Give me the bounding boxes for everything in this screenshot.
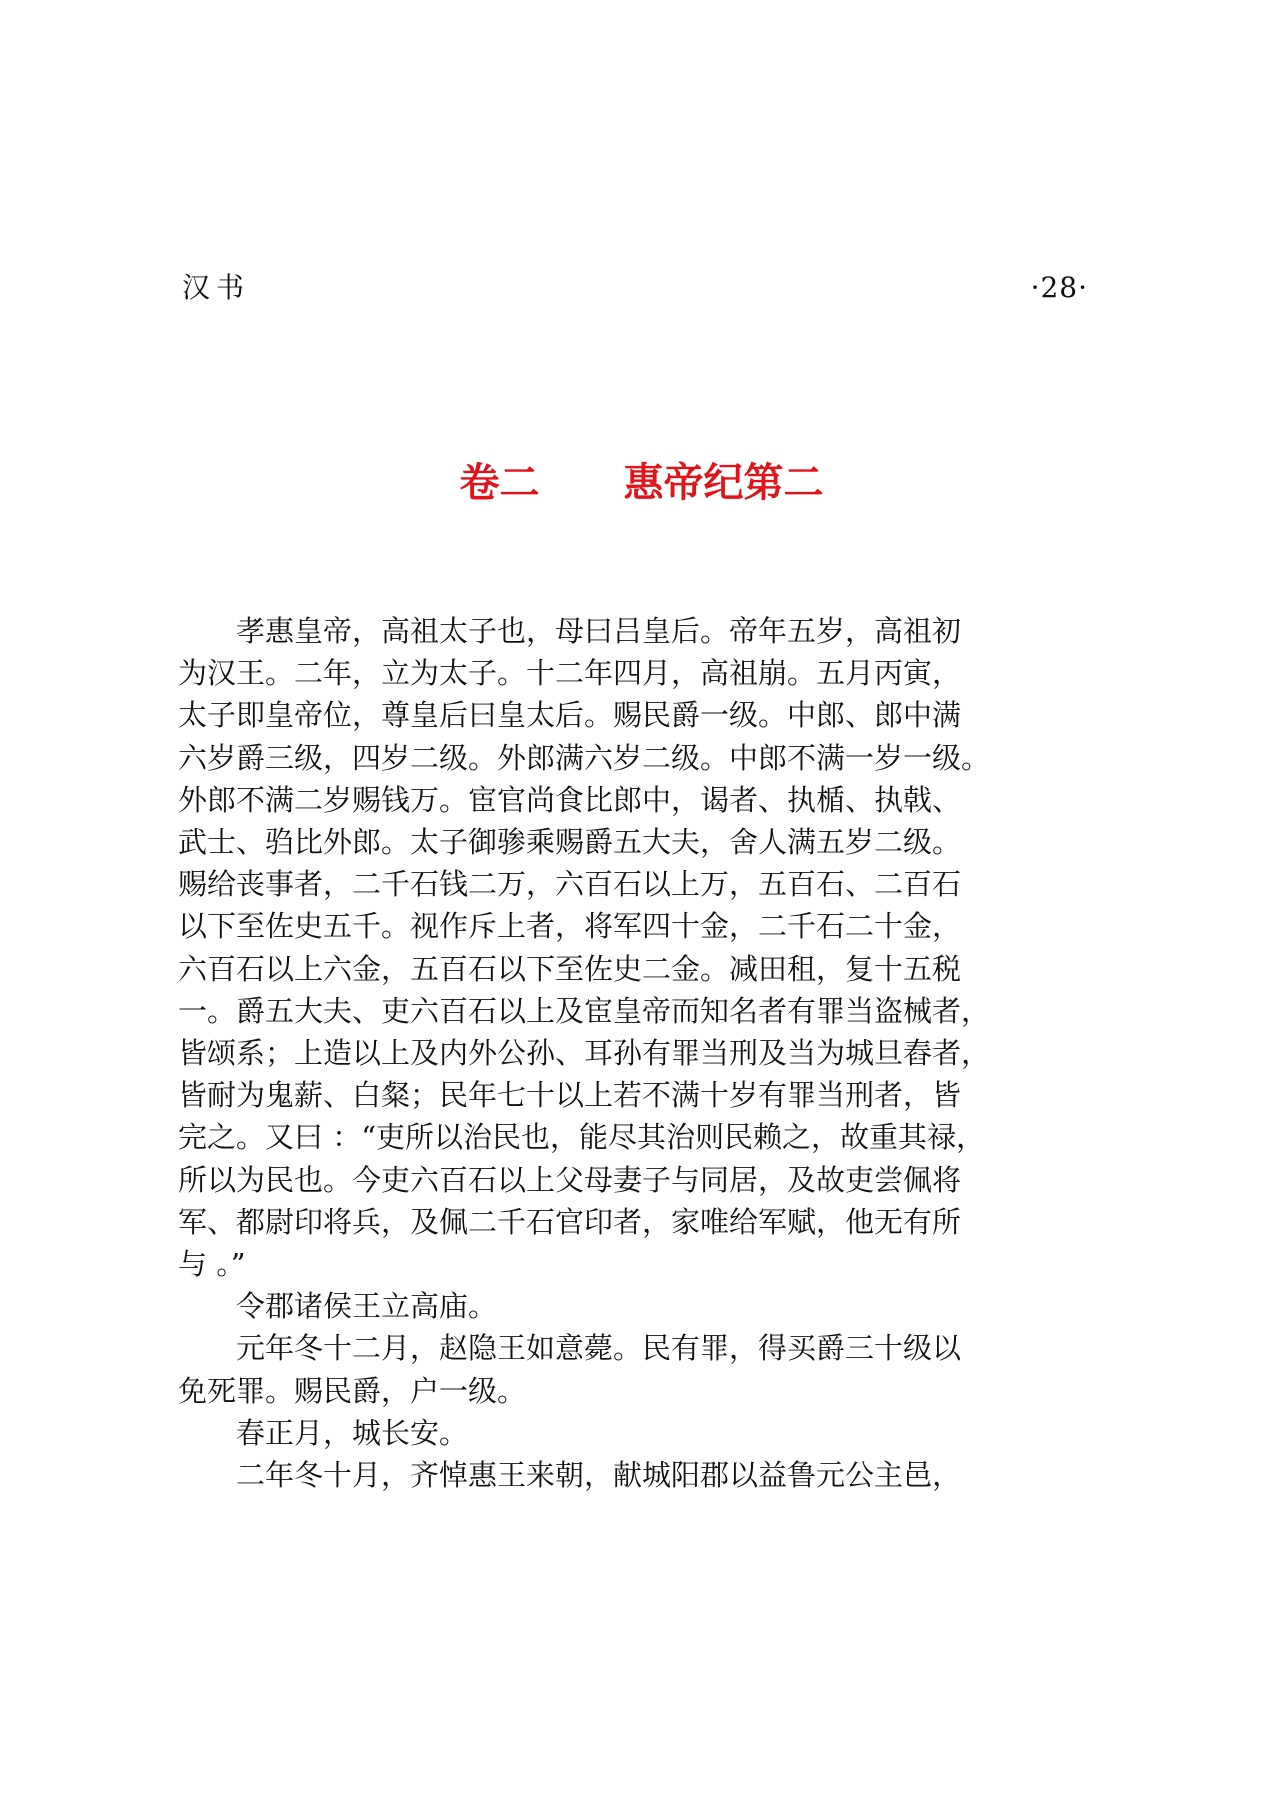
paragraph: 春正月，城长安。 [178, 1415, 469, 1450]
body-text [178, 610, 1078, 1496]
paragraph: 元年冬十二月，赵隐王如意薨。民有罪，得买爵三十级以 免死罪。赐民爵，户一级。 [178, 1331, 962, 1408]
chapter-title: 惠帝纪第二 [623, 460, 824, 506]
running-header [182, 268, 1088, 308]
book-title: 汉书 [182, 271, 251, 304]
paragraph: 二年冬十月，齐悼惠王来朝，献城阳郡以益鲁元公主邑， [178, 1458, 962, 1493]
paragraph: 孝惠皇帝，高祖太子也，母曰吕皇后。帝年五岁，高祖初 为汉王。二年，立为太子。十二年四月，高祖崩。五月丙寅， 太子即皇帝位，尊皇后曰皇太后。赐民爵一级。中郎、郎中满 六岁爵三级，四岁二级。外郎满六岁二级。中郎不满一岁一级。 外郎不满二岁赐钱万。宦官尚食比郎中，谒者、执楯、执戟、 武士、驺比外郎。太子御骖乘赐爵五大夫，舍人满五岁二级。 赐给丧事者，二千石钱二万，六百石以上万，五百石、二百石 以下至佐史五千。视作斥上者，将军四十金，二千石二十金， 六百石以上六金，五百石以下至佐史二金。减田租，复十五税 一。爵五大夫、吏六百石以上及宦皇帝而知名者有罪当盗械者， 皆颂系；上造以上及内外公孙、耳孙有罪当刑及当为城旦舂者， 皆耐为鬼薪、白粲；民年七十以上若不满十岁有罪当刑者，皆 完之。又曰 ：“吏所以治民也，能尽其治则民赖之，故重其禄， 所以为民也。今吏六百石以上父母妻子与同居，及故吏尝佩将 军、都尉印将兵，及佩二千石官印者，家唯给军赋，他无有所 与 。” [178, 614, 991, 1282]
volume-label: 卷二 [459, 460, 540, 506]
page-number: ·28· [1030, 271, 1088, 304]
paragraph: 令郡诸侯王立高庙。 [178, 1289, 498, 1324]
chapter-heading [0, 455, 1283, 511]
